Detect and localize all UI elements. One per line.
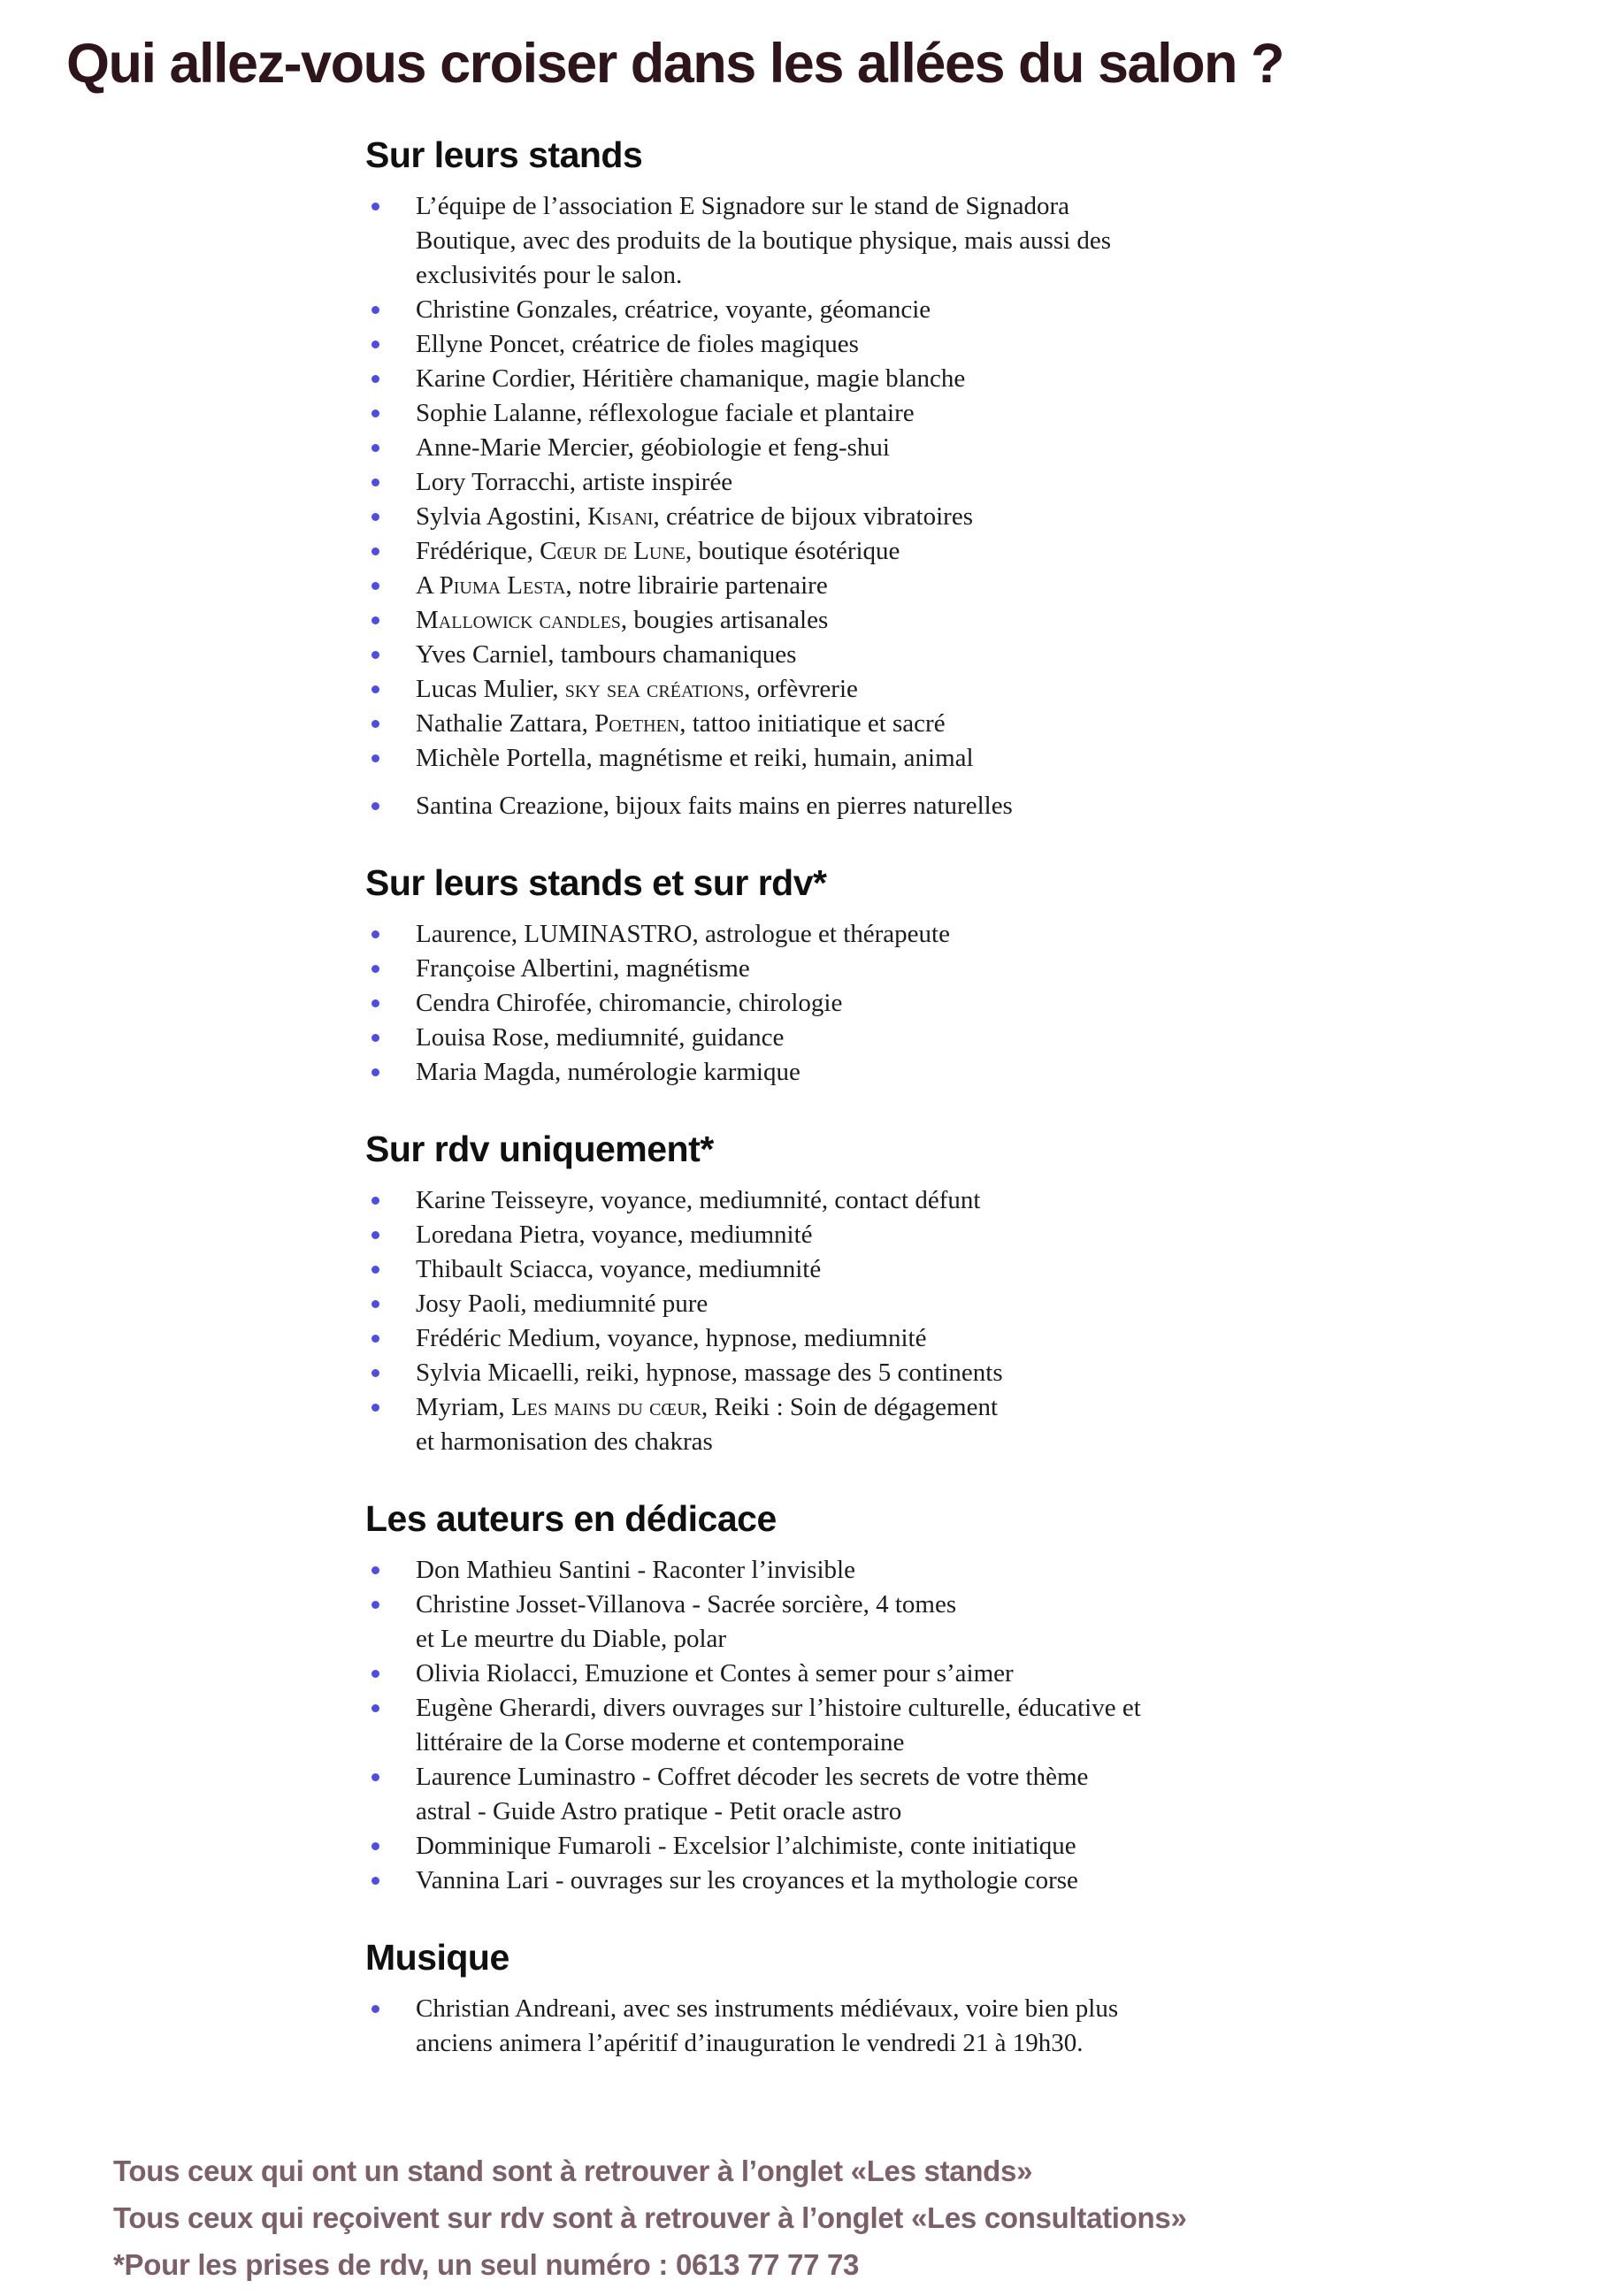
section-heading: Les auteurs en dédicace xyxy=(365,1498,777,1539)
item-text: Frédéric Medium, voyance, hypnose, mediumnité xyxy=(416,1324,927,1352)
item-text: Vannina Lari - ouvrages sur les croyances et la mythologie corse xyxy=(416,1866,1078,1894)
item-text: , tattoo initiatique et sacré xyxy=(679,709,946,738)
item-text: Thibault Sciacca, voyance, mediumnité xyxy=(416,1255,822,1283)
item-text: Laurence, LUMINASTRO, astrologue et thérapeute xyxy=(416,920,950,948)
list-item xyxy=(365,327,1383,362)
footer xyxy=(113,2147,1601,2288)
list-item xyxy=(365,293,1383,327)
list-item xyxy=(365,1390,1383,1459)
page-title: Qui allez-vous croiser dans les allées du salon ? xyxy=(66,33,1284,95)
list-item xyxy=(365,569,1383,603)
list-item xyxy=(365,396,1383,431)
item-text: Michèle Portella, magnétisme et reiki, humain, animal xyxy=(416,744,974,772)
smallcaps-text: Mallowick candles xyxy=(416,606,621,634)
list-item xyxy=(365,1553,1383,1588)
item-text: Christian Andreani, avec ses instruments médiévaux, voire bien plus xyxy=(416,1994,1119,2023)
list-item xyxy=(365,1657,1383,1691)
item-text: Karine Teisseyre, voyance, mediumnité, contact défunt xyxy=(416,1186,981,1214)
item-text: Nathalie Zattara, xyxy=(416,709,595,738)
list-item xyxy=(365,189,1383,293)
smallcaps-text: Cœur de Lune xyxy=(540,537,686,565)
footer-line: Tous ceux qui ont un stand sont à retrouver à l’onglet «Les stands» xyxy=(113,2154,1033,2187)
item-text: Sylvia Micaelli, reiki, hypnose, massage des 5 continents xyxy=(416,1358,1003,1387)
list-item xyxy=(365,362,1383,396)
list-item xyxy=(365,1321,1383,1356)
list-item xyxy=(365,1356,1383,1390)
list-item xyxy=(365,638,1383,672)
list-item xyxy=(365,1183,1383,1218)
item-text: Yves Carniel, tambours chamaniques xyxy=(416,640,797,669)
section-heading: Sur leurs stands et sur rdv* xyxy=(365,862,827,903)
list-item xyxy=(365,707,1383,741)
list-item xyxy=(365,1021,1383,1055)
list-item xyxy=(365,741,1383,776)
item-text: Christine Gonzales, créatrice, voyante, géomancie xyxy=(416,295,931,324)
bullet-list xyxy=(365,1992,1383,2061)
list-item xyxy=(365,500,1383,534)
section-heading: Sur rdv uniquement* xyxy=(365,1129,714,1169)
smallcaps-text: A Piuma Lesta xyxy=(416,571,566,600)
item-text: exclusivités pour le salon. xyxy=(416,261,683,289)
item-text: , orfèvrerie xyxy=(744,675,858,703)
list-item xyxy=(365,1287,1383,1321)
footer-line: *Pour les prises de rdv, un seul numéro : 0613 77 77 73 xyxy=(113,2248,860,2281)
item-text: Christine Josset-Villanova - Sacrée sorcière, 4 tomes xyxy=(416,1590,957,1619)
item-text: , bougies artisanales xyxy=(620,606,829,634)
page xyxy=(0,32,1601,2288)
list-item xyxy=(365,672,1383,707)
list-item xyxy=(365,1992,1383,2061)
item-text: Santina Creazione, bijoux faits mains en pierres naturelles xyxy=(416,792,1013,820)
item-text: et harmonisation des chakras xyxy=(416,1427,713,1456)
item-text: Ellyne Poncet, créatrice de fioles magiques xyxy=(416,330,859,358)
item-text: Lucas Mulier, xyxy=(416,675,565,703)
item-text: , notre librairie partenaire xyxy=(565,571,828,600)
bullet-list xyxy=(365,1183,1383,1459)
item-text: Sylvia Agostini, xyxy=(416,502,588,531)
bullet-list xyxy=(365,189,1383,823)
item-text: et Le meurtre du Diable, polar xyxy=(416,1625,727,1653)
item-text: Don Mathieu Santini - Raconter l’invisible xyxy=(416,1556,855,1584)
item-text: Karine Cordier, Héritière chamanique, magie blanche xyxy=(416,364,966,393)
smallcaps-text: Les mains du cœur xyxy=(510,1393,701,1421)
footer-line: Tous ceux qui reçoivent sur rdv sont à retrouver à l’onglet «Les consultations» xyxy=(113,2201,1187,2234)
list-item xyxy=(365,1252,1383,1287)
list-item xyxy=(365,431,1383,465)
list-item xyxy=(365,1691,1383,1760)
section-heading: Musique xyxy=(365,1937,509,1978)
list-item xyxy=(365,952,1383,986)
list-item xyxy=(365,986,1383,1021)
item-text: Anne-Marie Mercier, géobiologie et feng-shui xyxy=(416,433,890,462)
item-text: Boutique, avec des produits de la boutique physique, mais aussi des xyxy=(416,226,1112,255)
item-text: littéraire de la Corse moderne et contemporaine xyxy=(416,1728,905,1756)
item-text: Josy Paoli, mediumnité pure xyxy=(416,1290,709,1318)
item-text: Loredana Pietra, voyance, mediumnité xyxy=(416,1221,813,1249)
item-text: Sophie Lalanne, réflexologue faciale et plantaire xyxy=(416,399,915,427)
section-heading: Sur leurs stands xyxy=(365,134,643,175)
item-text: L’équipe de l’association E Signadore sur le stand de Signadora xyxy=(416,192,1070,220)
item-text: Domminique Fumaroli - Excelsior l’alchimiste, conte initiatique xyxy=(416,1832,1076,1860)
item-text: Cendra Chirofée, chiromancie, chirologie xyxy=(416,989,843,1017)
item-text: Lory Torracchi, artiste inspirée xyxy=(416,468,733,496)
content xyxy=(365,134,1383,2061)
list-item xyxy=(365,603,1383,638)
item-text: Eugène Gherardi, divers ouvrages sur l’histoire culturelle, éducative et xyxy=(416,1694,1141,1722)
item-text: Françoise Albertini, magnétisme xyxy=(416,954,750,983)
item-text: Myriam, xyxy=(416,1393,511,1421)
smallcaps-text: Poethen xyxy=(594,709,680,738)
list-item xyxy=(365,1218,1383,1252)
sections-container xyxy=(365,134,1383,2061)
item-text: Olivia Riolacci, Emuzione et Contes à semer pour s’aimer xyxy=(416,1659,1014,1688)
item-text: Laurence Luminastro - Coffret décoder les secrets de votre thème xyxy=(416,1763,1089,1791)
item-text: , boutique ésotérique xyxy=(686,537,900,565)
list-item xyxy=(365,1829,1383,1864)
item-text: Louisa Rose, mediumnité, guidance xyxy=(416,1023,785,1052)
list-item xyxy=(365,465,1383,500)
item-text: anciens animera l’apéritif d’inauguration le vendredi 21 à 19h30. xyxy=(416,2029,1084,2057)
list-item xyxy=(365,917,1383,952)
bullet-list xyxy=(365,1553,1383,1898)
list-item xyxy=(365,1055,1383,1090)
smallcaps-text: sky sea créations xyxy=(564,675,745,703)
list-item xyxy=(365,1588,1383,1657)
item-text: , créatrice de bijoux vibratoires xyxy=(653,502,973,531)
smallcaps-text: Kisani xyxy=(587,502,654,531)
item-text: astral - Guide Astro pratique - Petit oracle astro xyxy=(416,1797,902,1825)
list-item xyxy=(365,1864,1383,1898)
list-item xyxy=(365,1760,1383,1829)
list-item xyxy=(365,534,1383,569)
bullet-list xyxy=(365,917,1383,1090)
item-text: Frédérique, xyxy=(416,537,540,565)
item-text: , Reiki : Soin de dégagement xyxy=(701,1393,999,1421)
item-text: Maria Magda, numérologie karmique xyxy=(416,1058,800,1086)
list-item xyxy=(365,789,1383,823)
